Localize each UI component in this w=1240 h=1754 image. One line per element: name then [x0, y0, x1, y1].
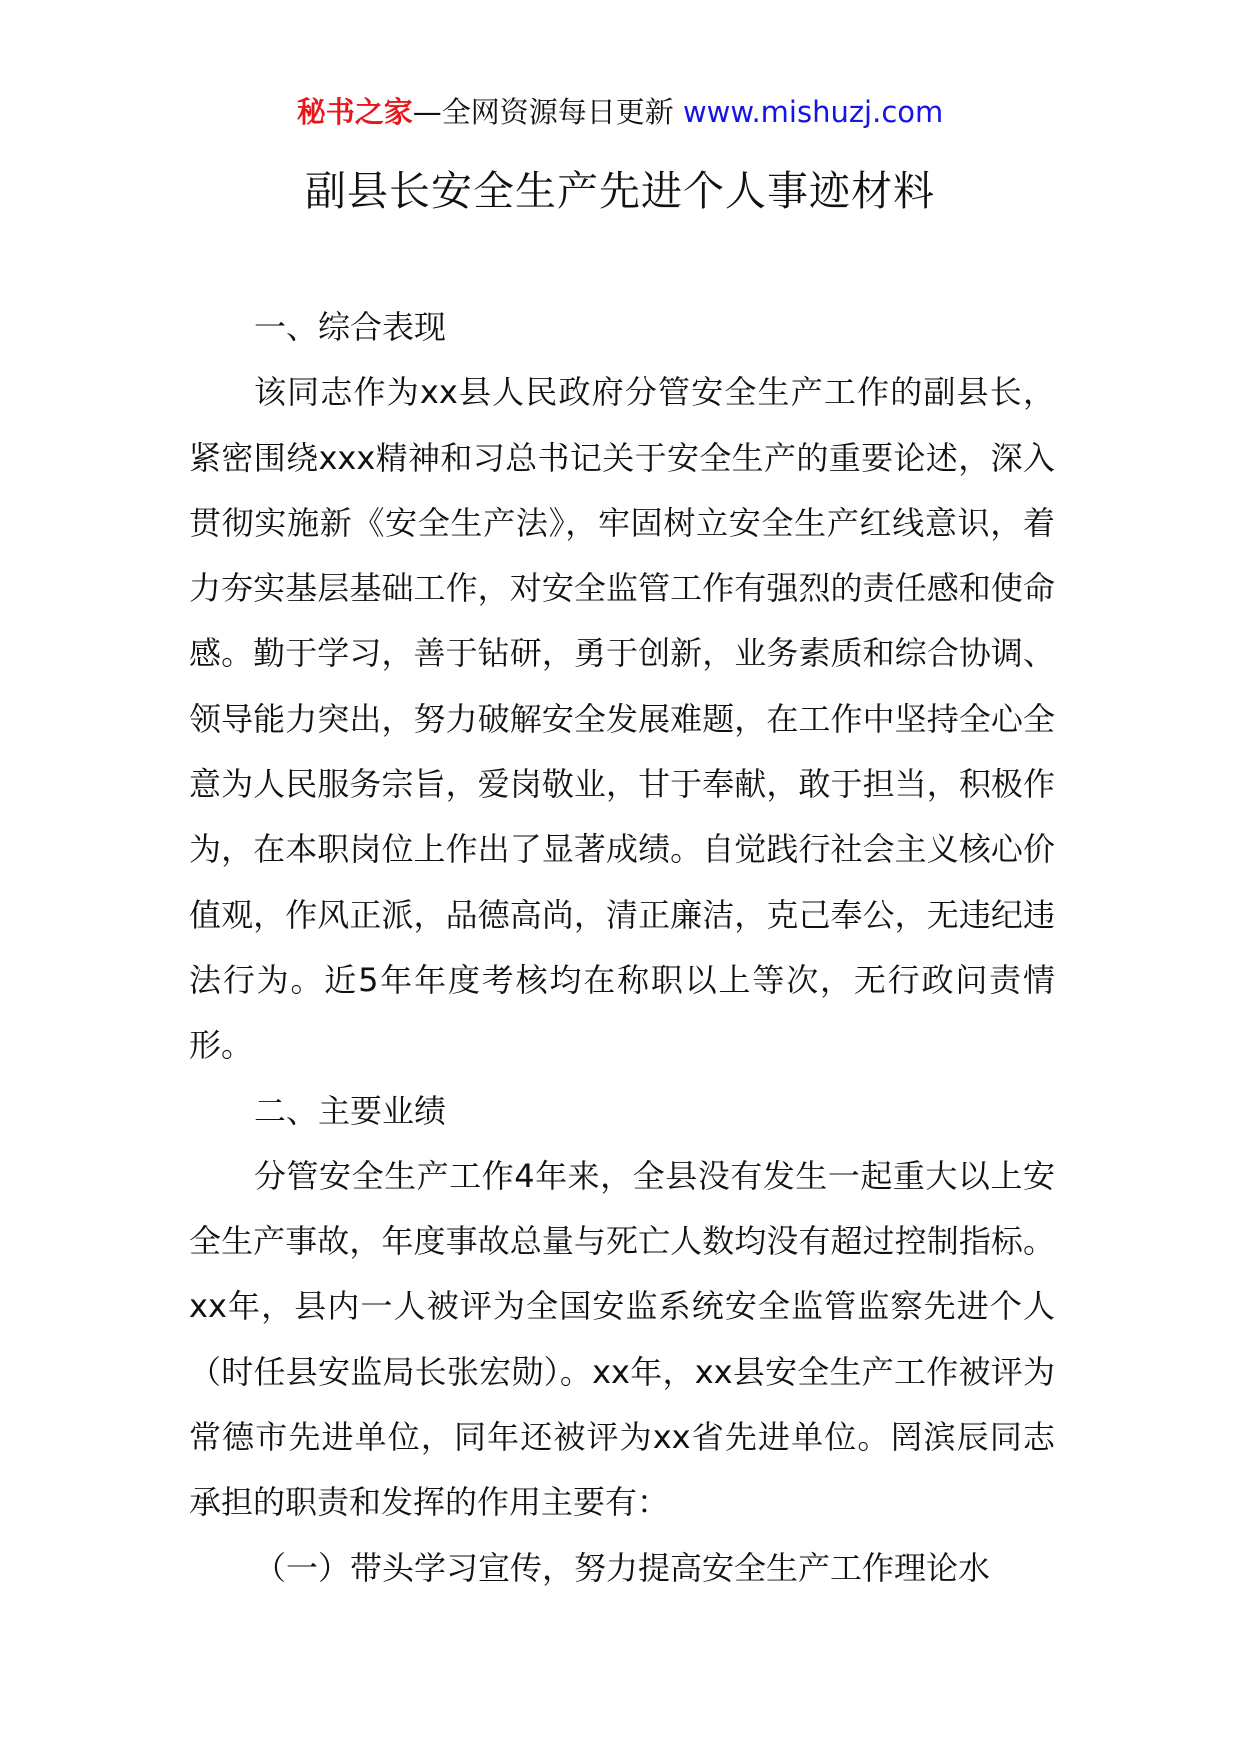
site-url: www.mishuzj.com: [682, 95, 944, 129]
document-title: 副县长安全生产先进个人事迹材料: [305, 167, 935, 215]
brand-name: 秘书之家: [296, 95, 413, 129]
site-banner: [0, 92, 1240, 132]
section-heading: 一、综合表现: [254, 308, 447, 346]
paragraph: 该同志作为xx县人民政府分管安全生产工作的副县长，紧密围绕xxx精神和习总书记关于安全生产的重要论述，深入贯彻实施新《安全生产法》，牢固树立安全生产红线意识，着力夯实基层基础工作，对安全监管工作有强烈的责任感和使命感。勤于学习，善于钻研，勇于创新，业务素质和综合协调、领导能力突出，努力破解安全发展难题，在工作中坚持全心全意为人民服务宗旨，爱岗敬业，甘于奉献，敢于担当，积极作为，在本职岗位上作出了显著成绩。自觉践行社会主义核心价值观，作风正派，品德高尚，清正廉洁，克己奉公，无违纪违法行为。近5年年度考核均在称职以上等次，无行政问责情形。: [189, 373, 1055, 1065]
document-body: [189, 295, 1055, 1601]
paragraph: 分管安全生产工作4年来，全县没有发生一起重大以上安全生产事故，年度事故总量与死亡人数均没有超过控制指标。xx年，县内一人被评为全国安监系统安全监管监察先进个人（时任县安监局长张宏勋）。xx年，xx县安全生产工作被评为常德市先进单位，同年还被评为xx省先进单位。罔滨辰同志承担的职责和发挥的作用主要有：: [189, 1156, 1055, 1522]
banner-slogan: —全网资源每日更新: [412, 95, 683, 129]
section-heading: 二、主要业绩: [254, 1091, 447, 1130]
sub-heading: （一）带头学习宣传，努力提高安全生产工作理论水: [254, 1548, 991, 1587]
